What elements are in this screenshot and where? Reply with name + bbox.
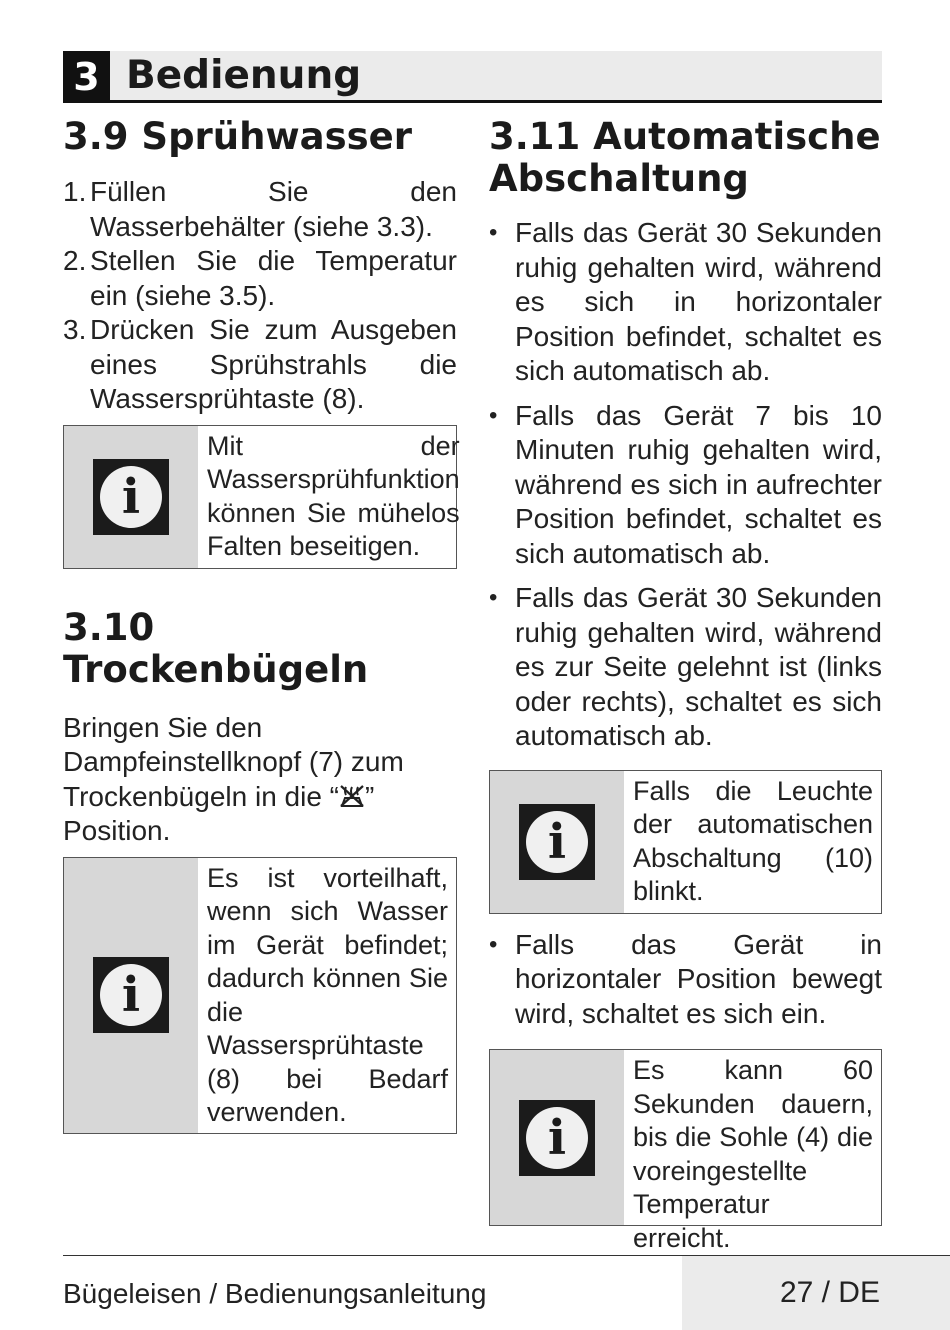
right-column <box>489 115 882 1253</box>
spray-steps-list <box>63 175 457 417</box>
list-item <box>63 175 457 244</box>
info-note-heat <box>489 1049 882 1253</box>
bullet-text: Falls das Gerät 30 Sekunden ruhig gehalten wird, während es sich in horizontaler Position befindet, schaltet es sich automatisch ab. <box>515 217 882 386</box>
auto-off-bullets <box>489 216 882 754</box>
no-steam-icon <box>339 784 365 808</box>
list-item <box>489 216 882 389</box>
list-item <box>489 581 882 754</box>
list-item <box>489 399 882 572</box>
bullet-dot: • <box>489 401 498 429</box>
list-item <box>63 244 457 313</box>
note-text: Es kann 60 Sekunden dauern, bis die Sohle (4) die voreingestellte Temperatur erreicht. <box>633 1055 873 1253</box>
info-note-auto-off <box>489 770 882 914</box>
bullet-text: Falls das Gerät 7 bis 10 Minuten ruhig gehalten wird, während es sich in aufrechter Position befindet, schaltet es sich automatisch ab. <box>515 399 882 569</box>
step-number: 3. <box>63 314 87 345</box>
bullet-dot: • <box>489 219 498 246</box>
list-item <box>63 313 457 417</box>
chapter-number: 3 <box>63 51 110 100</box>
bullet-dot: • <box>489 930 498 958</box>
info-icon-cell <box>64 858 198 1133</box>
step-number: 2. <box>63 245 87 276</box>
chapter-header <box>63 51 882 103</box>
step-number: 1. <box>63 176 87 207</box>
note-text: Mit der Wassersprühfunktion können Sie mühelos Falten beseitigen. <box>207 430 460 561</box>
dry-text-after: ” Position. <box>63 780 375 846</box>
chapter-title: Bedienung <box>126 53 362 98</box>
info-icon: i <box>93 957 169 1033</box>
auto-on-bullets <box>489 928 882 1032</box>
dry-paragraph <box>63 711 457 849</box>
info-note-dry <box>63 857 457 1134</box>
bullet-text: Falls das Gerät 30 Sekunden ruhig gehalten wird, während es zur Seite gelehnt ist (links oder rechts), schaltet es sich automatisch ab. <box>515 582 882 751</box>
step-text: Stellen Sie die Temperatur ein (siehe 3.5). <box>90 245 457 311</box>
info-icon-cell <box>490 1050 624 1225</box>
step-text: Füllen Sie den Wasserbehälter (siehe 3.3). <box>90 176 457 242</box>
info-note-spray <box>63 425 460 569</box>
bullet-dot: • <box>489 584 498 611</box>
section-heading-auto-off: 3.11 Automatische Abschaltung <box>489 115 881 200</box>
footer-doc-title: Bügeleisen / Bedienungsanleitung <box>63 1278 487 1309</box>
step-text: Drücken Sie zum Ausgeben eines Sprühstrahls die Wassersprühtaste (8). <box>90 314 457 414</box>
info-icon: i <box>519 804 595 880</box>
info-icon-cell <box>490 771 624 913</box>
list-item <box>489 928 882 1032</box>
footer-page-number: 27 / DE <box>779 1276 880 1309</box>
info-icon: i <box>93 459 169 535</box>
note-text: Es ist vorteilhaft, wenn sich Wasser im Gerät befindet; dadurch können Sie die Wassersprühtaste (8) bei Bedarf verwenden. <box>207 862 448 1127</box>
section-heading-dry: 3.10 Trockenbügeln <box>63 605 369 691</box>
note-text: Falls die Leuchte der automatischen Abschaltung (10) blinkt. <box>633 775 873 906</box>
info-icon-cell <box>64 426 198 568</box>
dry-text-before: Bringen Sie den Dampfeinstellknopf (7) zum Trockenbügeln in die “ <box>63 711 404 812</box>
info-icon: i <box>519 1100 595 1176</box>
bullet-text: Falls das Gerät in horizontaler Position bewegt wird, schaltet es sich ein. <box>515 928 882 1029</box>
left-column <box>63 115 460 1134</box>
section-heading-spray: 3.9 Sprühwasser <box>63 115 413 158</box>
